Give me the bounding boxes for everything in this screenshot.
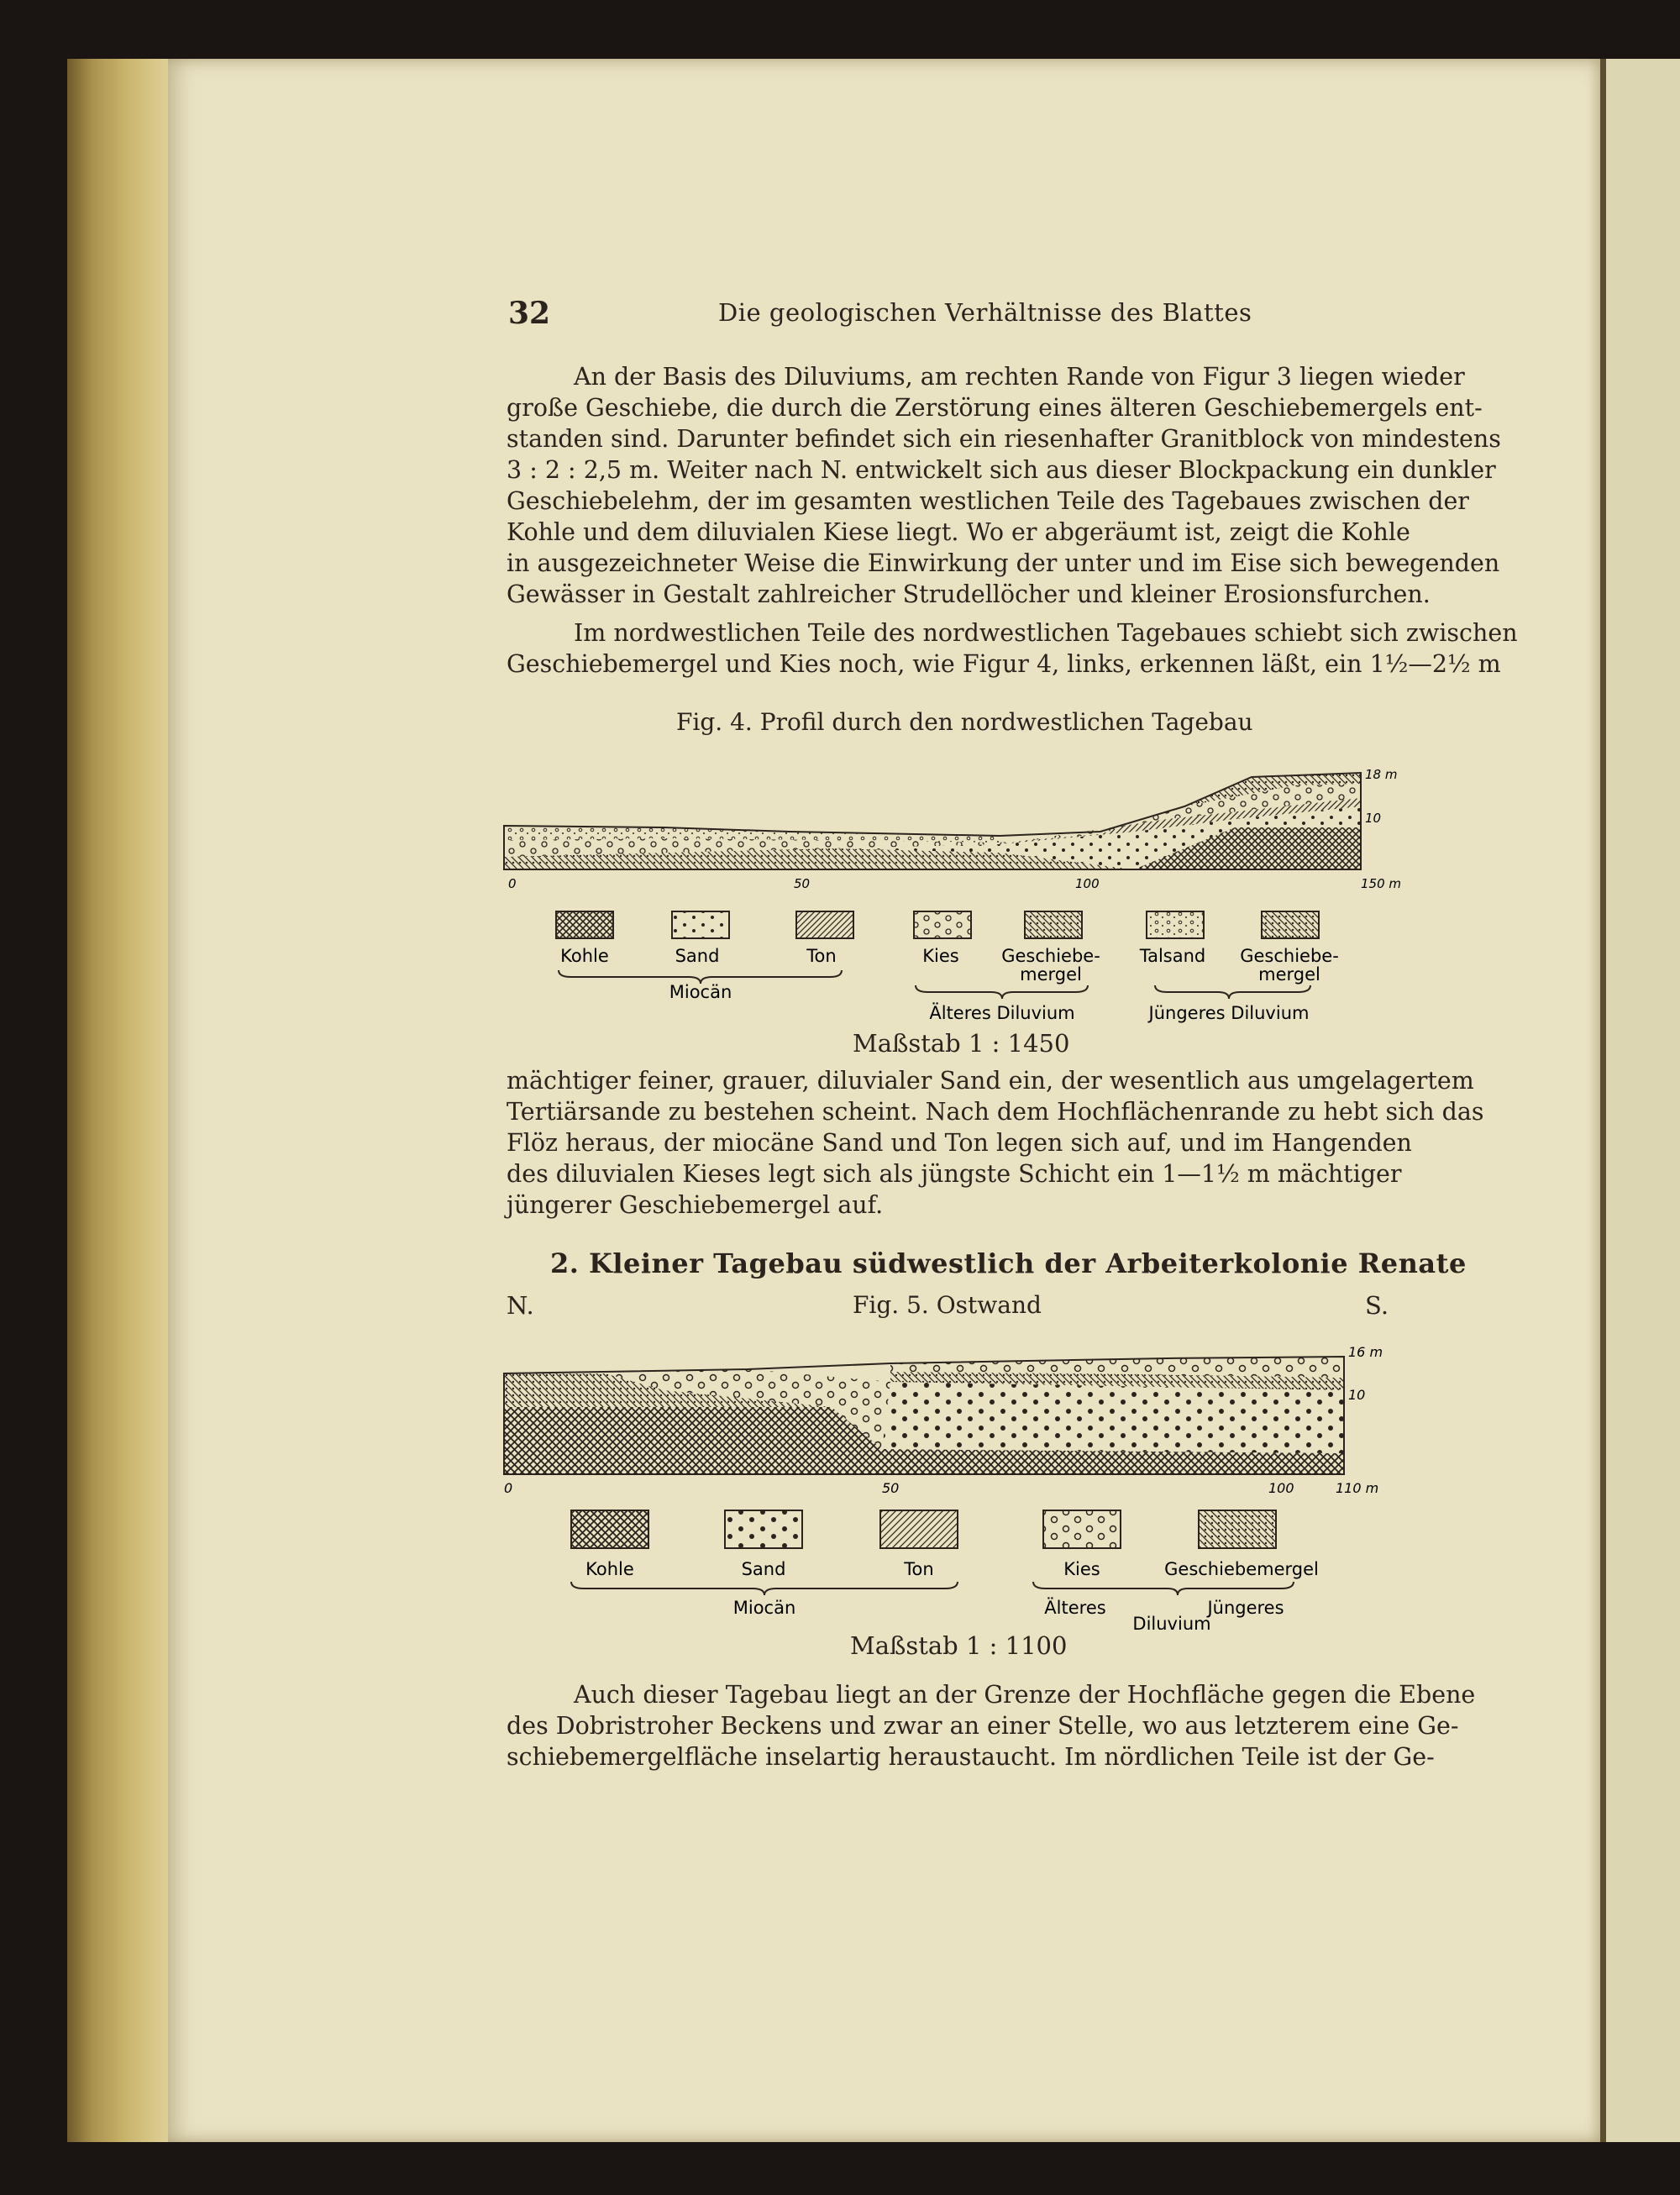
facing-page bbox=[1606, 59, 1680, 2142]
legend-label: Sand bbox=[741, 1559, 786, 1579]
legend-label: Kies bbox=[922, 946, 959, 966]
group-label: Miocän bbox=[669, 982, 732, 1002]
height-label: 18 m bbox=[1365, 767, 1398, 782]
text-line: Gewässer in Gestalt zahlreicher Strudellöcher und kleiner Erosionsfurchen. bbox=[507, 580, 1431, 608]
fig5-north-label: N. bbox=[507, 1291, 534, 1320]
fig5-profile bbox=[496, 1340, 1403, 1630]
group-label: Älteres bbox=[1044, 1598, 1106, 1618]
text-line: große Geschiebe, die durch die Zerstörung eines älteren Geschiebemergels ent- bbox=[507, 394, 1483, 422]
legend-label: mergel bbox=[1258, 964, 1320, 985]
section-heading: 2. Kleiner Tagebau südwestlich der Arbeiterkolonie Renate bbox=[550, 1247, 1467, 1279]
legend-label: Geschiebe- bbox=[1001, 946, 1100, 966]
fig4-profile bbox=[496, 760, 1403, 1029]
legend-swatch-kohle bbox=[571, 1510, 648, 1548]
axis-tick: 50 bbox=[882, 1480, 900, 1496]
text-line: Geschiebelehm, der im gesamten westlichen Teile des Tagebaues zwischen der bbox=[507, 487, 1469, 515]
axis-tick: 0 bbox=[508, 876, 517, 891]
text-line: in ausgezeichneter Weise die Einwirkung der unter und im Eise sich bewegenden bbox=[507, 549, 1500, 577]
legend-label: Geschiebe- bbox=[1240, 946, 1339, 966]
legend-swatch-kies bbox=[1043, 1510, 1121, 1548]
group-label: Jüngeres bbox=[1207, 1598, 1284, 1618]
fig5-caption: Fig. 5. Ostwand bbox=[853, 1291, 1042, 1319]
page-number: 32 bbox=[508, 296, 551, 331]
axis-tick: 100 bbox=[1075, 876, 1100, 891]
legend-label: Ton bbox=[904, 1559, 934, 1579]
paragraph-4 bbox=[507, 1679, 1476, 1772]
running-head: Die geologischen Verhältnisse des Blattes bbox=[718, 298, 1252, 327]
group-label: Diluvium bbox=[1132, 1614, 1211, 1630]
legend-swatch-ton bbox=[796, 911, 853, 938]
height-label: 16 m bbox=[1348, 1344, 1383, 1360]
fig5-scale: Maßstab 1 : 1100 bbox=[850, 1631, 1068, 1660]
legend-label: Geschiebemergel bbox=[1164, 1559, 1319, 1579]
legend-label: Sand bbox=[675, 946, 720, 966]
text-line: Im nordwestlichen Teile des nordwestlichen Tagebaues schiebt sich zwischen bbox=[574, 619, 1518, 647]
text-line: des Dobristroher Beckens und zwar an einer Stelle, wo aus letzterem eine Ge- bbox=[507, 1712, 1459, 1740]
legend-label: Talsand bbox=[1139, 946, 1206, 966]
legend-swatch-geschiebemergel bbox=[1025, 911, 1082, 938]
paragraph-3 bbox=[507, 1065, 1484, 1221]
axis-tick: 50 bbox=[794, 876, 811, 891]
text-line: An der Basis des Diluviums, am rechten Rande von Figur 3 liegen wieder bbox=[574, 363, 1465, 391]
legend-swatch-sand bbox=[672, 911, 729, 938]
fig4-caption: Fig. 4. Profil durch den nordwestlichen Tagebau bbox=[676, 708, 1253, 736]
fig5-south-label: S. bbox=[1365, 1291, 1389, 1320]
legend-label: Kies bbox=[1063, 1559, 1100, 1579]
text-line: Auch dieser Tagebau liegt an der Grenze der Hochfläche gegen die Ebene bbox=[574, 1681, 1476, 1709]
legend-swatch-ton bbox=[880, 1510, 958, 1548]
text-line: Flöz heraus, der miocäne Sand und Ton legen sich auf, und im Hangenden bbox=[507, 1129, 1412, 1157]
text-line: 3 : 2 : 2,5 m. Weiter nach N. entwickelt sich aus dieser Blockpackung ein dunkler bbox=[507, 456, 1496, 484]
axis-tick: 110 m bbox=[1336, 1480, 1379, 1496]
layer-sand bbox=[882, 1382, 1344, 1453]
fig4-scale: Maßstab 1 : 1450 bbox=[853, 1029, 1070, 1058]
text-line: Kohle und dem diluvialen Kiese liegt. Wo er abgeräumt ist, zeigt die Kohle bbox=[507, 518, 1410, 546]
height-label: 10 bbox=[1348, 1387, 1366, 1403]
axis-tick: 100 bbox=[1268, 1480, 1294, 1496]
legend-swatch-kohle bbox=[556, 911, 613, 938]
text-line: Tertiärsande zu bestehen scheint. Nach dem Hochflächenrande zu hebt sich das bbox=[507, 1098, 1484, 1126]
legend-swatch-geschiebemergel bbox=[1199, 1510, 1276, 1548]
legend-swatch-talsand bbox=[1147, 911, 1204, 938]
legend-swatch-sand bbox=[725, 1510, 802, 1548]
text-line: Geschiebemergel und Kies noch, wie Figur 4, links, erkennen läßt, ein 1½—2½ m bbox=[507, 650, 1501, 678]
legend-label: Ton bbox=[806, 946, 837, 966]
text-line: standen sind. Darunter befindet sich ein riesenhafter Granitblock von mindestens bbox=[507, 425, 1501, 453]
legend-label: Kohle bbox=[585, 1559, 634, 1579]
text-line: schiebemergelfläche inselartig heraustaucht. Im nördlichen Teile ist der Ge- bbox=[507, 1743, 1435, 1771]
axis-tick: 0 bbox=[504, 1480, 513, 1496]
group-label: Miocän bbox=[732, 1598, 796, 1618]
text-line: jüngerer Geschiebemergel auf. bbox=[507, 1191, 884, 1219]
axis-tick: 150 m bbox=[1361, 876, 1402, 891]
paragraph-1 bbox=[507, 361, 1501, 610]
legend-label: mergel bbox=[1020, 964, 1082, 985]
legend-swatch-geschiebemergel-jung bbox=[1262, 911, 1319, 938]
paragraph-2 bbox=[507, 617, 1518, 680]
text-line: des diluvialen Kieses legt sich als jüngste Schicht ein 1—1½ m mächtiger bbox=[507, 1160, 1402, 1188]
height-label: 10 bbox=[1365, 811, 1382, 826]
group-label: Jüngeres Diluvium bbox=[1148, 1003, 1310, 1023]
legend-swatch-kies bbox=[914, 911, 971, 938]
group-label: Älteres Diluvium bbox=[929, 1003, 1075, 1023]
text-line: mächtiger feiner, grauer, diluvialer Sand ein, der wesentlich aus umgelagertem bbox=[507, 1067, 1474, 1095]
legend-label: Kohle bbox=[560, 946, 609, 966]
